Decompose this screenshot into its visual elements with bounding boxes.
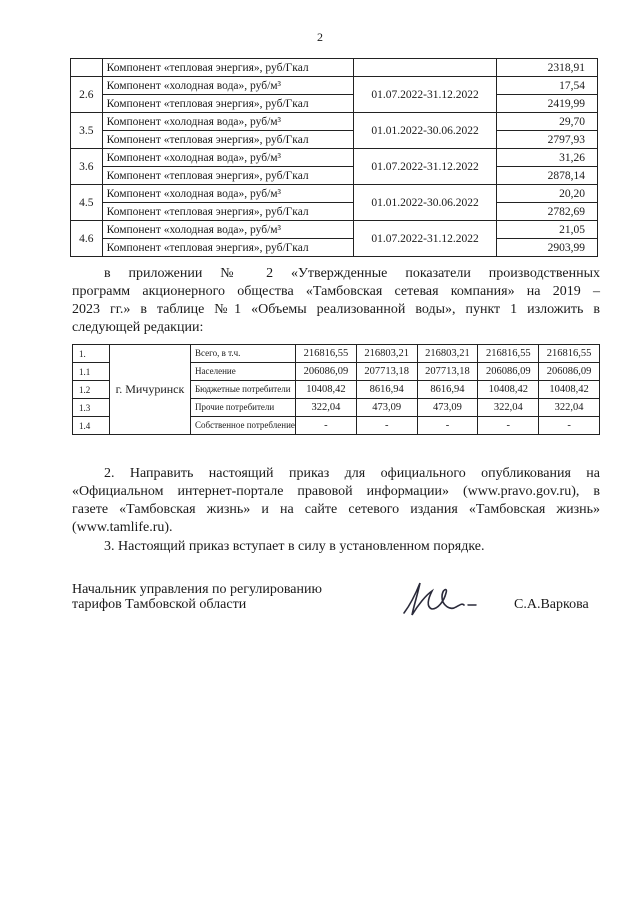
- period-cell: 01.07.2022-31.12.2022: [353, 77, 497, 113]
- row-number: [71, 59, 103, 77]
- volume-value: 206086,09: [539, 363, 600, 381]
- volume-value: 10408,42: [539, 381, 600, 399]
- component-cell: Компонент «тепловая энергия», руб/Гкал: [102, 203, 353, 221]
- paragraph-line: следующей редакции:: [72, 320, 204, 335]
- volume-value: 322,04: [539, 399, 600, 417]
- volume-value: 8616,94: [417, 381, 478, 399]
- tariff-value: 20,20: [497, 185, 598, 203]
- row-number: 1.1: [73, 363, 110, 381]
- table-row: [71, 77, 598, 95]
- table-row: [71, 167, 598, 185]
- volume-value: 216816,55: [478, 345, 539, 363]
- table-row: [71, 59, 598, 77]
- row-number: 1.2: [73, 381, 110, 399]
- page-number: 2: [317, 30, 323, 44]
- component-cell: Компонент «холодная вода», руб/м³: [102, 113, 353, 131]
- row-number: 3.5: [71, 113, 103, 149]
- component-cell: Компонент «тепловая энергия», руб/Гкал: [102, 239, 353, 257]
- volume-value: 322,04: [478, 399, 539, 417]
- tariff-value: 2419,99: [497, 95, 598, 113]
- handwritten-signature: [398, 575, 488, 620]
- indicator-cell: Всего, в т.ч.: [191, 345, 296, 363]
- volume-value: 473,09: [417, 399, 478, 417]
- volume-value: 216803,21: [417, 345, 478, 363]
- tariff-value: 2782,69: [497, 203, 598, 221]
- indicator-cell: Прочие потребители: [191, 399, 296, 417]
- paragraph-effective: [104, 538, 600, 556]
- row-number: 1.4: [73, 417, 110, 435]
- volume-value: 207713,18: [356, 363, 417, 381]
- row-number: 3.6: [71, 149, 103, 185]
- table-row: [71, 203, 598, 221]
- component-cell: Компонент «тепловая энергия», руб/Гкал: [102, 167, 353, 185]
- table-row: [71, 113, 598, 131]
- table-row: [71, 149, 598, 167]
- indicator-cell: Население: [191, 363, 296, 381]
- volume-value: 206086,09: [478, 363, 539, 381]
- row-number: 1.3: [73, 399, 110, 417]
- component-cell: Компонент «холодная вода», руб/м³: [102, 221, 353, 239]
- indicator-cell: Собственное потребление: [191, 417, 296, 435]
- component-cell: Компонент «холодная вода», руб/м³: [102, 149, 353, 167]
- signatory-title: [72, 582, 322, 612]
- table-row: [71, 185, 598, 203]
- volume-value: -: [539, 417, 600, 435]
- component-cell: Компонент «холодная вода», руб/м³: [102, 77, 353, 95]
- table-row: [73, 345, 600, 363]
- table-row: [71, 131, 598, 149]
- tariff-value: 31,26: [497, 149, 598, 167]
- water-volume-table: [72, 344, 600, 435]
- table-row: [71, 221, 598, 239]
- volume-value: -: [356, 417, 417, 435]
- tariff-value: 29,70: [497, 113, 598, 131]
- component-cell: Компонент «холодная вода», руб/м³: [102, 185, 353, 203]
- paragraph-publication: [72, 465, 600, 537]
- tariff-value: 21,05: [497, 221, 598, 239]
- component-cell: Компонент «тепловая энергия», руб/Гкал: [102, 131, 353, 149]
- volume-value: 322,04: [296, 399, 357, 417]
- volume-value: 206086,09: [296, 363, 357, 381]
- period-cell: [353, 59, 497, 77]
- indicator-cell: Бюджетные потребители: [191, 381, 296, 399]
- volume-value: -: [296, 417, 357, 435]
- component-cell: Компонент «тепловая энергия», руб/Гкал: [102, 59, 353, 77]
- signatory-name: С.А.Варкова: [514, 597, 589, 612]
- tariff-value: 17,54: [497, 77, 598, 95]
- period-cell: 01.01.2022-30.06.2022: [353, 113, 497, 149]
- tariff-value: 2797,93: [497, 131, 598, 149]
- row-number: 4.5: [71, 185, 103, 221]
- tariff-value: 2878,14: [497, 167, 598, 185]
- signatory-title-line-2: тарифов Тамбовской области: [72, 597, 247, 612]
- tariff-value: 2318,91: [497, 59, 598, 77]
- paragraph-line: программ акционерного общества «Тамбовская сетевая компания» на 2019 –: [72, 284, 600, 299]
- table-row: [71, 95, 598, 113]
- paragraph-line: (www.tamlife.ru).: [72, 520, 173, 535]
- volume-value: 473,09: [356, 399, 417, 417]
- volume-value: 207713,18: [417, 363, 478, 381]
- volume-value: 8616,94: [356, 381, 417, 399]
- volume-value: 216803,21: [356, 345, 417, 363]
- period-cell: 01.07.2022-31.12.2022: [353, 221, 497, 257]
- table-row: [71, 239, 598, 257]
- period-cell: 01.07.2022-31.12.2022: [353, 149, 497, 185]
- row-number: 4.6: [71, 221, 103, 257]
- tariff-table: [70, 58, 598, 257]
- city-cell: г. Мичуринск: [110, 345, 191, 435]
- paragraph-line: 2. Направить настоящий приказ для официального опубликования на: [104, 466, 600, 481]
- volume-value: 216816,55: [539, 345, 600, 363]
- paragraph-line: в приложении № 2 «Утвержденные показатели производственных: [104, 266, 600, 281]
- paragraph-line: 2023 гг.» в таблице №1 «Объемы реализованной воды», пункт 1 изложить в: [72, 302, 600, 317]
- paragraph-amendment: [72, 265, 600, 337]
- row-number: 2.6: [71, 77, 103, 113]
- paragraph-line: «Официальном интернет-портале правовой информации» (www.pravo.gov.ru), в: [72, 484, 600, 499]
- volume-value: 216816,55: [296, 345, 357, 363]
- signatory-title-line-1: Начальник управления по регулированию: [72, 582, 322, 597]
- volume-value: 10408,42: [478, 381, 539, 399]
- tariff-value: 2903,99: [497, 239, 598, 257]
- volume-value: -: [478, 417, 539, 435]
- paragraph-line: газете «Тамбовская жизнь» и на сайте сетевого издания «Тамбовская жизнь»: [72, 502, 600, 517]
- row-number: 1.: [73, 345, 110, 363]
- volume-value: 10408,42: [296, 381, 357, 399]
- component-cell: Компонент «тепловая энергия», руб/Гкал: [102, 95, 353, 113]
- effective-text: 3. Настоящий приказ вступает в силу в установленном порядке.: [104, 539, 485, 554]
- volume-value: -: [417, 417, 478, 435]
- period-cell: 01.01.2022-30.06.2022: [353, 185, 497, 221]
